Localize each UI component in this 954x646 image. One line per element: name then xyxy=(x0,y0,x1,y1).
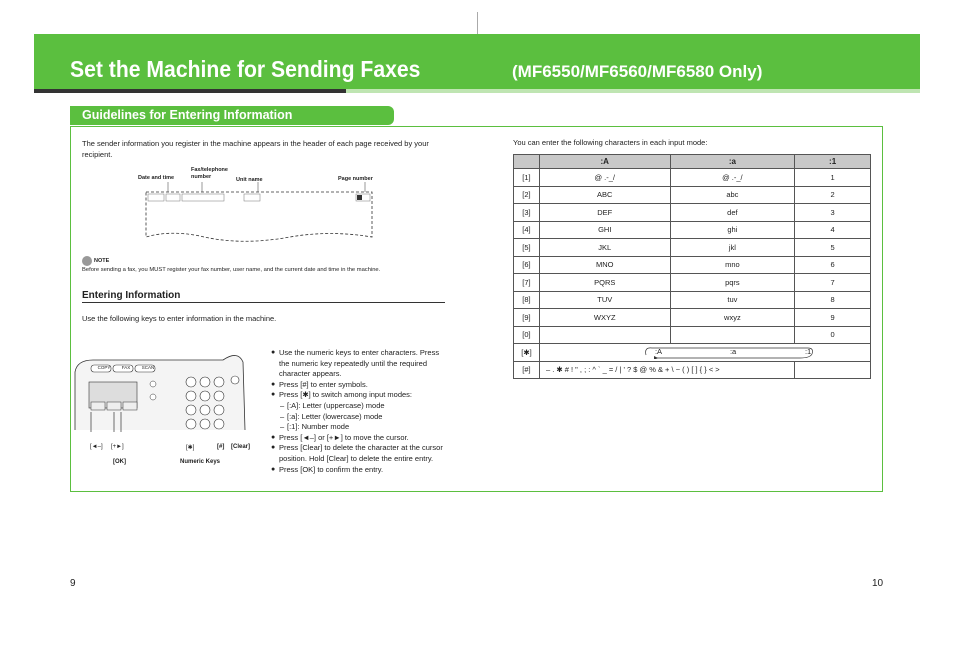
table-cell: [4] xyxy=(514,221,540,239)
table-cell: @ .-_/ xyxy=(670,169,795,187)
table-cell: 8 xyxy=(795,291,871,309)
table-row xyxy=(514,186,871,204)
intro-text: The sender information you register in the machine appears in the header of each page received by your recipient. xyxy=(82,139,429,159)
page-number-left: 9 xyxy=(70,578,76,589)
label-fax-number: Fax/telephone number xyxy=(191,167,228,180)
table-row xyxy=(514,256,871,274)
table-cell: wxyz xyxy=(670,309,795,327)
table-cell: JKL xyxy=(539,239,670,257)
page-subtitle: (MF6550/MF6560/MF6580 Only) xyxy=(512,62,763,81)
table-cell xyxy=(670,326,795,344)
table-cell: @ .-_/ xyxy=(539,169,670,187)
table-row xyxy=(514,169,871,187)
copy-button: COPY xyxy=(97,365,111,370)
instructions-list xyxy=(271,348,451,475)
instruction-item: ● Press [✱] to switch among input modes: xyxy=(271,390,451,401)
fax-button: FAX xyxy=(121,365,131,370)
table-cell: abc xyxy=(670,186,795,204)
symbols-cell: – . ✱ # ! " , ; : ^ ` _ = / | ' ? $ @ % & + \ ~ ( ) [ ] { } < > xyxy=(539,361,794,379)
table-row xyxy=(514,291,871,309)
fax-header-illustration xyxy=(140,182,380,250)
label-ok: [OK] xyxy=(113,459,126,465)
banner-underline-dark xyxy=(34,89,346,93)
mode-cycle-cell xyxy=(539,344,870,362)
label-page-number: Page number xyxy=(338,176,373,182)
label-date-time: Date and time xyxy=(138,175,175,181)
label-star: [✱] xyxy=(186,445,195,451)
table-header: :1 xyxy=(795,155,871,169)
table-cell: 6 xyxy=(795,256,871,274)
table-cell: WXYZ xyxy=(539,309,670,327)
instruction-subitem: – [:a]: Letter (lowercase) mode xyxy=(271,412,451,423)
table-cell: [3] xyxy=(514,204,540,222)
instruction-item: ● Press [◄–] or [+►] to move the cursor. xyxy=(271,433,451,444)
banner-underline-light xyxy=(346,89,920,93)
table-cell: 3 xyxy=(795,204,871,222)
table-cell: 1 xyxy=(795,169,871,187)
label-numeric-keys: Numeric Keys xyxy=(180,459,221,465)
table-cell: [7] xyxy=(514,274,540,292)
table-row xyxy=(514,274,871,292)
table-cell: 5 xyxy=(795,239,871,257)
scan-button: SCAN xyxy=(141,365,155,370)
table-row xyxy=(514,204,871,222)
table-header: :A xyxy=(539,155,670,169)
table-cell: [2] xyxy=(514,186,540,204)
label-cursor-keys: [◄–] [+►] xyxy=(90,444,124,450)
table-header xyxy=(514,155,540,169)
table-cell: [✱] xyxy=(514,344,540,362)
instruction-item: ● Press [Clear] to delete the character at the cursor position. Hold [Clear] to delete the entire entry. xyxy=(271,443,451,464)
mode-a-lower: :a xyxy=(729,347,737,356)
table-cell: tuv xyxy=(670,291,795,309)
table-cell: DEF xyxy=(539,204,670,222)
page-number-right: 10 xyxy=(872,578,884,589)
entering-text: Use the following keys to enter information in the machine. xyxy=(82,314,277,323)
note-icon xyxy=(82,256,92,266)
table-cell: jkl xyxy=(670,239,795,257)
table-cell: [5] xyxy=(514,239,540,257)
table-cell xyxy=(539,326,670,344)
table-row xyxy=(514,326,871,344)
table-row xyxy=(514,309,871,327)
mode-a-upper: :A xyxy=(654,347,663,356)
table-cell: def xyxy=(670,204,795,222)
table-cell xyxy=(795,361,871,379)
control-panel-illustration xyxy=(73,352,253,432)
top-divider xyxy=(477,12,478,34)
label-unit-name: Unit name xyxy=(236,177,263,183)
section-tab-label: Guidelines for Entering Information xyxy=(82,108,293,122)
table-cell: [1] xyxy=(514,169,540,187)
label-clear: [Clear] xyxy=(231,444,251,450)
page-title: Set the Machine for Sending Faxes xyxy=(70,56,421,82)
table-cell: [#] xyxy=(514,361,540,379)
table-cell: ghi xyxy=(670,221,795,239)
table-intro: You can enter the following characters in each input mode: xyxy=(513,138,708,147)
table-cell: PQRS xyxy=(539,274,670,292)
table-row xyxy=(514,344,871,362)
table-cell: 7 xyxy=(795,274,871,292)
instruction-subitem: – [:A]: Letter (uppercase) mode xyxy=(271,401,451,412)
table-cell: [6] xyxy=(514,256,540,274)
instruction-item: ● Press [#] to enter symbols. xyxy=(271,380,451,391)
table-cell: 9 xyxy=(795,309,871,327)
mode-number: :1 xyxy=(804,347,812,356)
table-cell: 4 xyxy=(795,221,871,239)
table-cell: GHI xyxy=(539,221,670,239)
table-cell: MNO xyxy=(539,256,670,274)
entering-heading: Entering Information xyxy=(82,290,181,301)
table-cell: [0] xyxy=(514,326,540,344)
table-cell: [9] xyxy=(514,309,540,327)
instruction-subitem: – [:1]: Number mode xyxy=(271,422,451,433)
note-label: NOTE xyxy=(94,258,110,264)
table-cell: [8] xyxy=(514,291,540,309)
instruction-item: ● Use the numeric keys to enter characters. Press the numeric key repeatedly until the required character appears. xyxy=(271,348,451,380)
character-table xyxy=(513,154,871,379)
table-cell: ABC xyxy=(539,186,670,204)
table-cell: 2 xyxy=(795,186,871,204)
table-cell: TUV xyxy=(539,291,670,309)
table-header: :a xyxy=(670,155,795,169)
table-cell: pqrs xyxy=(670,274,795,292)
table-cell: mno xyxy=(670,256,795,274)
table-row xyxy=(514,239,871,257)
heading-rule xyxy=(82,302,445,303)
table-row xyxy=(514,221,871,239)
table-row xyxy=(514,361,871,379)
table-cell: 0 xyxy=(795,326,871,344)
note-text: Before sending a fax, you MUST register your fax number, user name, and the current date and time in the machine. xyxy=(82,267,381,273)
instruction-item: ● Press [OK] to confirm the entry. xyxy=(271,465,451,476)
label-hash: [#] xyxy=(217,444,225,450)
